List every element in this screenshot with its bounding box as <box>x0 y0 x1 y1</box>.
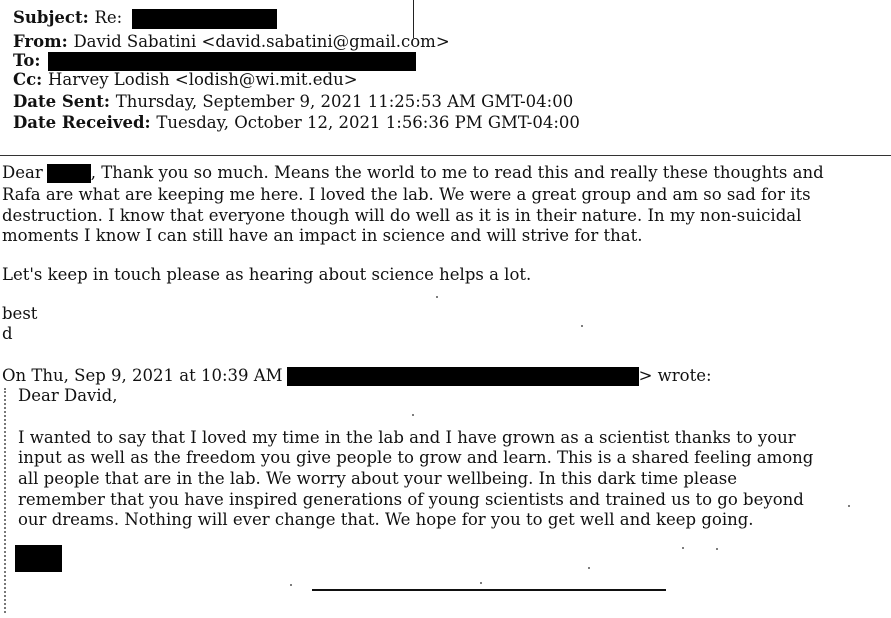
date-received-row <box>13 113 580 133</box>
date-received-value: Tuesday, October 12, 2021 1:56:36 PM GMT-04:00 <box>156 113 580 132</box>
reply-initial: d <box>2 324 13 343</box>
redaction-block <box>287 367 639 386</box>
redaction-block <box>15 545 62 572</box>
reply-text-line: , Thank you so much. Means the world to me to read this and really these thoughts and <box>90 163 824 182</box>
to-label: To: <box>13 51 41 70</box>
scan-speck <box>290 584 292 586</box>
redaction-block <box>48 52 416 71</box>
attribution-prefix: On Thu, Sep 9, 2021 at 10:39 AM <box>2 366 283 385</box>
scan-speck <box>716 548 718 550</box>
scan-speck <box>581 325 583 327</box>
redaction-block <box>132 9 277 29</box>
cc-row <box>13 70 358 90</box>
cc-value: Harvey Lodish <lodish@wi.mit.edu> <box>48 70 358 89</box>
scan-speck <box>848 505 850 507</box>
quote-text-line: remember that you have inspired generations of young scientists and trained us to go beyond <box>18 490 804 509</box>
quote-text-line: all people that are in the lab. We worry about your wellbeing. In this dark time please <box>18 469 738 488</box>
quote-text-line: input as well as the freedom you give people to grow and learn. This is a shared feeling among <box>18 448 814 467</box>
reply-text-line: Rafa are what are keeping me here. I loved the lab. We were a great group and am so sad for its <box>2 185 811 204</box>
reply-signoff: best <box>2 304 38 323</box>
reply-text-line: moments I know I can still have an impact in science and will strive for that. <box>2 226 643 245</box>
scan-speck <box>480 582 482 584</box>
from-value: David Sabatini <david.sabatini@gmail.com> <box>73 32 450 51</box>
reply-line-1 <box>2 163 824 183</box>
subject-value: Re: <box>94 8 123 27</box>
quote-bar <box>4 388 6 613</box>
scan-speck <box>682 547 684 549</box>
from-label: From: <box>13 32 68 51</box>
attribution-suffix: > wrote: <box>638 366 712 385</box>
quote-greeting: Dear David, <box>18 386 118 405</box>
scan-speck <box>436 296 438 298</box>
subject-row <box>13 8 277 29</box>
quote-text-line: our dreams. Nothing will ever change that. We hope for you to get well and keep going. <box>18 510 754 529</box>
date-sent-row <box>13 92 573 112</box>
to-row <box>13 51 416 71</box>
subject-label: Subject: <box>13 8 89 27</box>
cc-label: Cc: <box>13 70 43 89</box>
date-sent-label: Date Sent: <box>13 92 110 111</box>
from-row <box>13 32 450 52</box>
reply-keep-in-touch: Let's keep in touch please as hearing about science helps a lot. <box>2 265 532 284</box>
scan-speck <box>588 567 590 569</box>
reply-salutation: Dear <box>2 163 43 182</box>
quote-attribution <box>2 366 712 386</box>
scan-speck <box>412 414 414 416</box>
quote-text-line: I wanted to say that I loved my time in the lab and I have grown as a scientist thanks to your <box>18 428 796 447</box>
redaction-block <box>47 164 91 183</box>
header-divider <box>0 155 891 156</box>
reply-text-line: destruction. I know that everyone though will do well as it is in their nature. In my non-suicidal <box>2 206 802 225</box>
date-sent-value: Thursday, September 9, 2021 11:25:53 AM GMT-04:00 <box>115 92 574 111</box>
date-received-label: Date Received: <box>13 113 151 132</box>
bottom-rule <box>312 589 666 591</box>
